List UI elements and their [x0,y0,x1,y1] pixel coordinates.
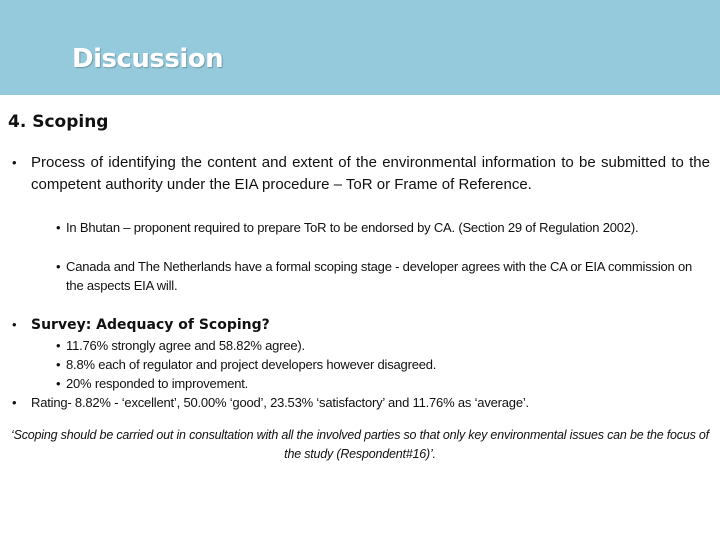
bullet-text: Process of identifying the content and extent of the environmental information to be submitted to the competent authority under the EIA procedure – ToR or Frame of Reference. [31,154,710,193]
bullet-icon: • [12,395,17,410]
section-title: 4. Scoping [8,112,109,132]
slide-title: Discussion [72,44,224,74]
sub-bullet-improvement [56,374,711,393]
bullet-text: Survey: Adequacy of Scoping? [31,317,270,333]
bullet-survey [12,314,710,336]
bullet-text: 8.8% each of regulator and project developers however disagreed. [66,357,437,372]
bullet-text: In Bhutan – proponent required to prepare ToR to be endorsed by CA. (Section 29 of Regulation 2002). [66,220,639,235]
bullet-text: Canada and The Netherlands have a formal scoping stage - developer agrees with the CA or EIA commission on the aspects EIA will. [66,259,693,293]
bullet-scoping-definition [12,152,710,196]
bullet-text: 11.76% strongly agree and 58.82% agree). [66,338,305,353]
bullet-text: 20% responded to improvement. [66,376,249,391]
bullet-icon: • [56,220,61,235]
bullet-icon: • [56,357,61,372]
bullet-icon: • [12,155,17,170]
sub-bullet-agree [56,336,711,355]
sub-bullet-bhutan [56,218,711,237]
sub-bullet-disagree [56,355,711,374]
bullet-icon: • [12,317,17,332]
sub-bullet-canada-netherlands [56,257,711,295]
bullet-rating [12,392,710,414]
bullet-icon: • [56,376,61,391]
slide-header [0,0,720,95]
bullet-icon: • [56,259,61,274]
respondent-quote: ‘Scoping should be carried out in consultation with all the involved parties so that only key environmental issues can be the focus of the study (Respondent#16)’. [11,428,709,461]
bullet-text: Rating- 8.82% - ‘excellent’, 50.00% ‘good’, 23.53% ‘satisfactory’ and 11.76% as ‘average’. [31,395,529,410]
bullet-icon: • [56,338,61,353]
